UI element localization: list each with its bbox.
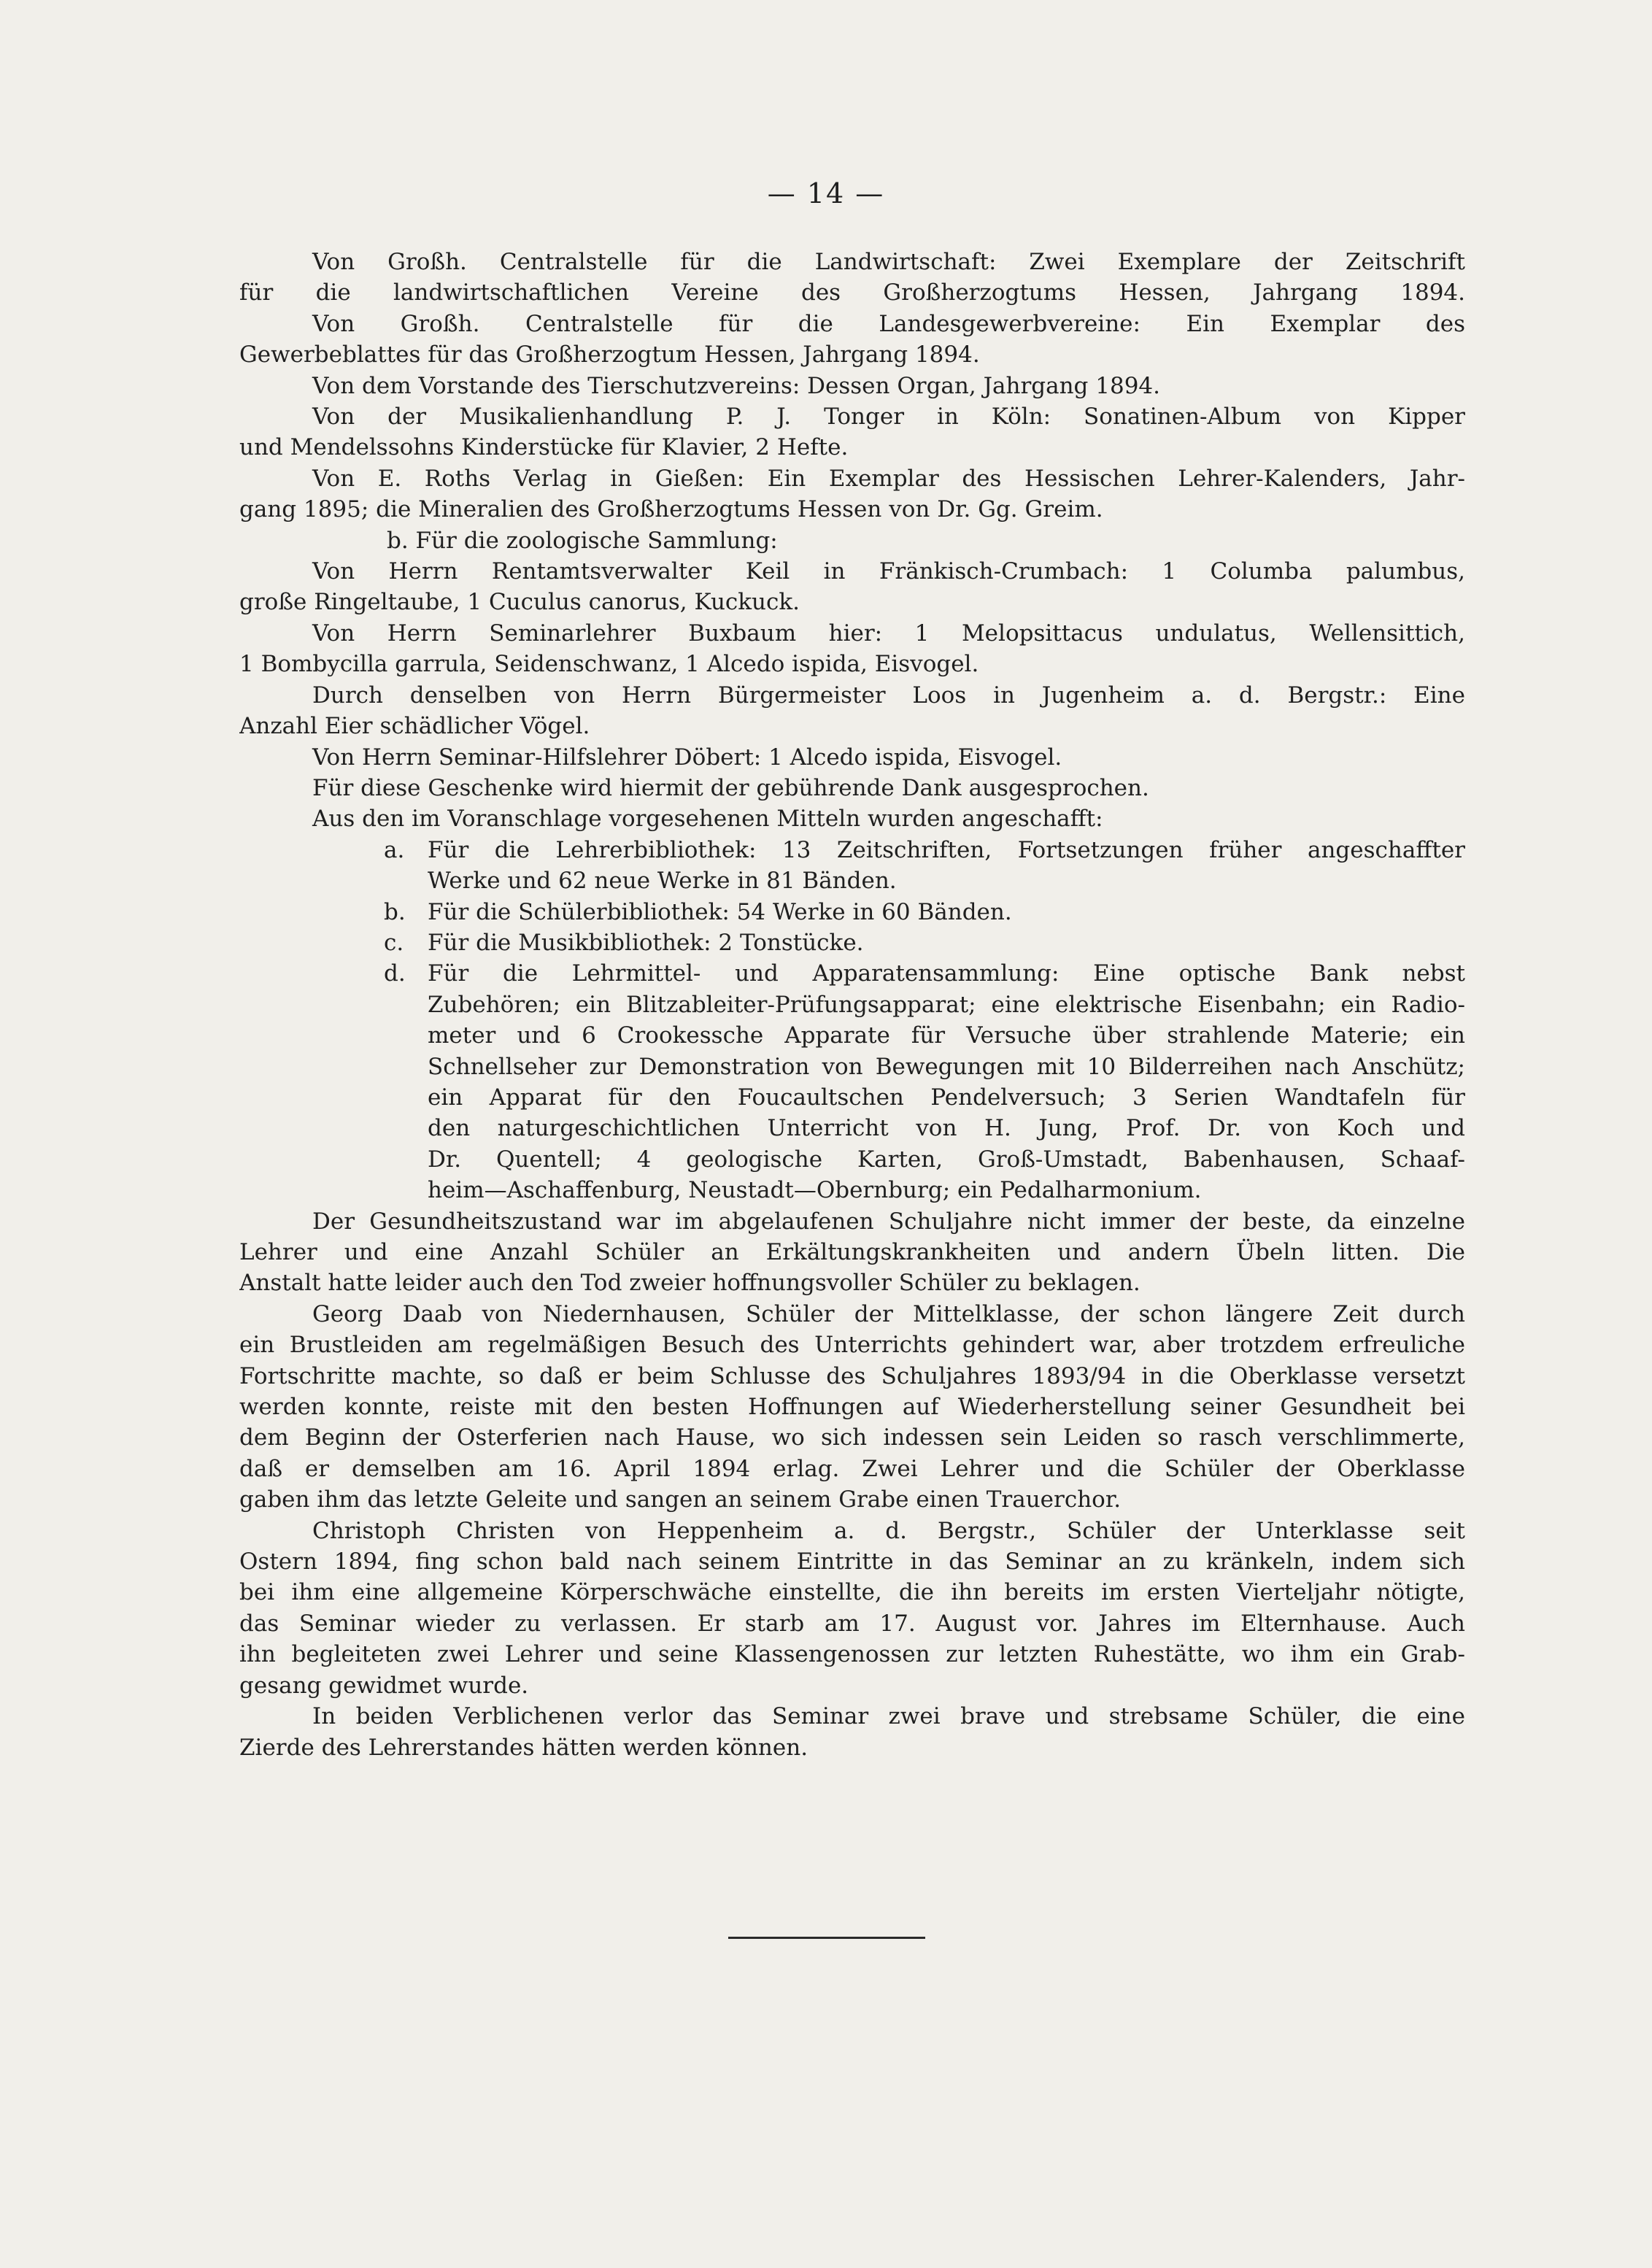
section-divider <box>728 1937 925 1939</box>
text-line: werden konnte, reiste mit den besten Hoffnungen auf Wiederherstellung seiner Gesundheit bei <box>239 1394 1465 1421</box>
text-line: Christoph Christen von Heppenheim a. d. Bergstr., Schüler der Unterklasse seit <box>312 1517 1465 1544</box>
text-line: Anstalt hatte leider auch den Tod zweier hoffnungsvoller Schüler zu beklagen. <box>239 1270 1140 1297</box>
list-item-continuation: ein Apparat für den Foucaultschen Pendelversuch; 3 Serien Wandtafeln für <box>428 1084 1465 1111</box>
text-line: Ostern 1894, fing schon bald nach seinem Eintritte in das Seminar an zu kränkeln, indem sich <box>239 1548 1465 1575</box>
text-line: daß er demselben am 16. April 1894 erlag. Zwei Lehrer und die Schüler der Oberklasse <box>239 1455 1465 1482</box>
text-line: Von der Musikalienhandlung P. J. Tonger in Köln: Sonatinen-Album von Kipper <box>312 404 1465 431</box>
zoo-gifts-section <box>239 556 1465 835</box>
document-body <box>239 247 1465 1763</box>
text-line: In beiden Verblichenen verlor das Seminar zwei brave und strebsame Schüler, die eine <box>312 1703 1465 1730</box>
text-line: 1 Bombycilla garrula, Seidenschwanz, 1 Alcedo ispida, Eisvogel. <box>239 651 979 678</box>
text-line: große Ringeltaube, 1 Cuculus canorus, Kuckuck. <box>239 589 800 616</box>
text-line: Zierde des Lehrerstandes hätten werden können. <box>239 1734 808 1761</box>
text-line: ein Brustleiden am regelmäßigen Besuch des Unterrichts gehindert war, aber trotzdem erfreuliche <box>239 1332 1465 1359</box>
text-line: Von Herrn Seminar-Hilfslehrer Döbert: 1 Alcedo ispida, Eisvogel. <box>312 744 1062 771</box>
list-item-continuation: den naturgeschichtlichen Unterricht von H. Jung, Prof. Dr. von Koch und <box>428 1115 1465 1142</box>
text-line: Von Großh. Centralstelle für die Landwirtschaft: Zwei Exemplare der Zeitschrift <box>312 249 1465 275</box>
text-line: dem Beginn der Osterferien nach Hause, wo sich indessen sein Leiden so rasch verschlimmerte, <box>239 1424 1465 1451</box>
text-line: Aus den im Voranschlage vorgesehenen Mitteln wurden angeschafft: <box>312 806 1103 833</box>
text-line: Der Gesundheitszustand war im abgelaufenen Schuljahre nicht immer der beste, da einzelne <box>312 1208 1465 1235</box>
text-line: ihn begleiteten zwei Lehrer und seine Klassengenossen zur letzten Ruhestätte, wo ihm ein Grab- <box>239 1641 1465 1668</box>
list-item-continuation: meter und 6 Crookessche Apparate für Versuche über strahlende Materie; ein <box>428 1022 1465 1049</box>
page-number: — 14 — <box>767 177 885 209</box>
list-item-continuation: Werke und 62 neue Werke in 81 Bänden. <box>428 868 897 895</box>
list-text: Für die Musikbibliothek: 2 Tonstücke. <box>428 929 864 956</box>
list-item <box>239 835 1465 865</box>
list-item-continuation: Dr. Quentell; 4 geologische Karten, Groß-Umstadt, Babenhausen, Schaaf- <box>428 1146 1465 1173</box>
text-line: Für diese Geschenke wird hiermit der gebührende Dank ausgesprochen. <box>312 774 1149 801</box>
list-item <box>239 927 1465 958</box>
text-line: bei ihm eine allgemeine Körperschwäche einstellte, die ihn bereits im ersten Vierteljahr nötigte, <box>239 1579 1465 1606</box>
purchases-list <box>239 835 1465 1206</box>
text-line: gang 1895; die Mineralien des Großherzogtums Hessen von Dr. Gg. Greim. <box>239 496 1103 523</box>
text-line: Lehrer und eine Anzahl Schüler an Erkältungskrankheiten und andern Übeln litten. Die <box>239 1239 1465 1265</box>
list-item-continuation: heim—Aschaffenburg, Neustadt—Obernburg; ein Pedalharmonium. <box>428 1177 1202 1204</box>
list-marker: c. <box>384 929 404 956</box>
obituary-daab <box>239 1299 1465 1516</box>
list-marker: a. <box>384 836 405 863</box>
text-line: Durch denselben von Herrn Bürgermeister Loos in Jugenheim a. d. Bergstr.: Eine <box>312 682 1465 709</box>
list-marker: d. <box>384 960 406 987</box>
text-line: Anzahl Eier schädlicher Vögel. <box>239 713 590 740</box>
list-item-continuation: Zubehören; ein Blitzableiter-Prüfungsapparat; eine elektrische Eisenbahn; ein Radio- <box>428 991 1465 1018</box>
text-line: das Seminar wieder zu verlassen. Er starb am 17. August vor. Jahres im Elternhause. Auch <box>239 1610 1465 1637</box>
list-item <box>239 958 1465 989</box>
text-line: Von E. Roths Verlag in Gießen: Ein Exemplar des Hessischen Lehrer-Kalenders, Jahr- <box>312 465 1465 492</box>
list-item <box>239 897 1465 927</box>
text-line: Von Großh. Centralstelle für die Landesgewerbvereine: Ein Exemplar des <box>312 310 1465 337</box>
text-line: Georg Daab von Niedernhausen, Schüler der Mittelklasse, der schon längere Zeit durch <box>312 1300 1465 1327</box>
text-line: Von Herrn Seminarlehrer Buxbaum hier: 1 Melopsittacus undulatus, Wellensittich, <box>312 620 1465 647</box>
text-line: Von Herrn Rentamtsverwalter Keil in Fränkisch-Crumbach: 1 Columba palumbus, <box>312 558 1465 585</box>
text-line: Fortschritte machte, so daß er beim Schlusse des Schuljahres 1893/94 in die Oberklasse versetzt <box>239 1362 1465 1389</box>
gifts-section <box>239 247 1465 525</box>
list-marker: b. <box>384 898 406 925</box>
obituary-christen <box>239 1516 1465 1701</box>
text-line: Von dem Vorstande des Tierschutzvereins: Dessen Organ, Jahrgang 1894. <box>312 372 1161 399</box>
closing-paragraph <box>239 1701 1465 1763</box>
text-line: gesang gewidmet wurde. <box>239 1672 529 1699</box>
text-line: gaben ihm das letzte Geleite und sangen an seinem Grabe einen Trauerchor. <box>239 1486 1122 1513</box>
list-text: Für die Lehrerbibliothek: 13 Zeitschriften, Fortsetzungen früher angeschaffter <box>428 836 1465 863</box>
list-text: Für die Schülerbibliothek: 54 Werke in 60 Bänden. <box>428 898 1012 925</box>
text-line: Gewerbeblattes für das Großherzogtum Hessen, Jahrgang 1894. <box>239 342 980 369</box>
text-line: und Mendelssohns Kinderstücke für Klavier, 2 Hefte. <box>239 434 849 461</box>
list-text: Für die Lehrmittel- und Apparatensammlung: Eine optische Bank nebst <box>428 960 1465 987</box>
zoo-heading: b. Für die zoologische Sammlung: <box>387 527 778 554</box>
health-paragraph <box>239 1206 1465 1299</box>
text-line: für die landwirtschaftlichen Vereine des Großherzogtums Hessen, Jahrgang 1894. <box>239 279 1465 306</box>
list-item-continuation: Schnellseher zur Demonstration von Bewegungen mit 10 Bilderreihen nach Anschütz; <box>428 1053 1465 1080</box>
